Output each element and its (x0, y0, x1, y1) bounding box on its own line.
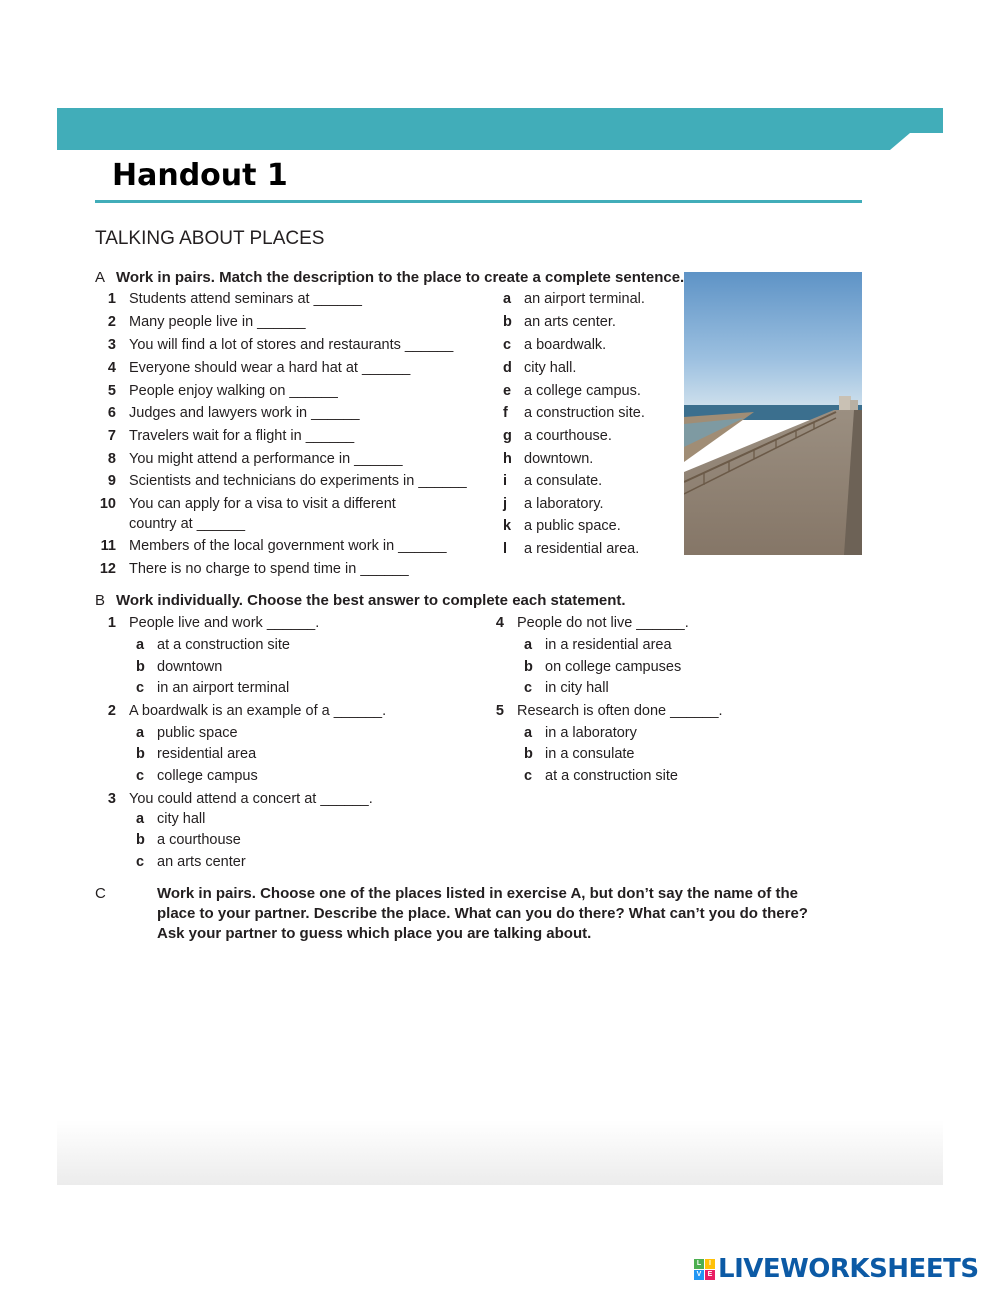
boardwalk-photo-illustration (684, 272, 862, 555)
boardwalk-photo (684, 272, 862, 555)
choice-text: in city hall (545, 680, 609, 696)
option-letter: j (503, 496, 508, 512)
exercise-letter: C (95, 885, 106, 902)
choice-text: in a residential area (545, 637, 672, 653)
option-text: a college campus. (524, 383, 641, 399)
page-bottom-shadow (57, 1120, 943, 1185)
choice-text: city hall (157, 811, 206, 827)
logo-text: LIVEWORKSHEETS (718, 1254, 979, 1284)
item-text: People enjoy walking on ______ (129, 383, 338, 399)
item-number: 3 (107, 337, 116, 353)
item-number: 8 (107, 451, 116, 467)
item-text: Many people live in ______ (129, 314, 306, 330)
choice-letter: a (524, 725, 533, 741)
option-letter: f (503, 405, 508, 421)
option-letter: e (503, 383, 512, 399)
item-text: You might attend a performance in ______ (129, 451, 403, 467)
option-text: a consulate. (524, 473, 603, 489)
logo-square: E (705, 1270, 715, 1280)
option-letter: c (503, 337, 512, 353)
item-number: 4 (107, 360, 116, 376)
option-text: an arts center. (524, 314, 616, 330)
option-text: downtown. (524, 451, 594, 467)
question-text: People live and work ______. (129, 615, 320, 631)
item-text: You will find a lot of stores and restaurants ______ (129, 337, 454, 353)
choice-text: on college campuses (545, 659, 682, 675)
choice-letter: c (524, 768, 533, 784)
header-band (57, 108, 943, 150)
choice-letter: b (136, 659, 145, 675)
option-letter: b (503, 314, 512, 330)
item-text: Scientists and technicians do experiments in ______ (129, 473, 467, 489)
exercise-a-instruction (95, 269, 684, 286)
question-text: A boardwalk is an example of a ______. (129, 703, 387, 719)
question-text: You could attend a concert at ______. (129, 791, 373, 807)
item-text: country at ______ (129, 516, 246, 532)
logo-mark (694, 1259, 715, 1280)
item-number: 11 (100, 538, 116, 554)
item-number: 1 (107, 291, 116, 307)
instruction-text: Work in pairs. Match the description to the place to create a complete sentence. (116, 269, 685, 286)
choice-text: in a consulate (545, 746, 635, 762)
choice-text: residential area (157, 746, 257, 762)
option-letter: g (503, 428, 512, 444)
exercise-letter: A (95, 269, 106, 286)
item-text: Members of the local government work in ______ (129, 538, 447, 554)
instruction-text: Work individually. Choose the best answer to complete each statement. (116, 592, 626, 609)
option-letter: i (503, 473, 508, 489)
option-text: a public space. (524, 518, 621, 534)
choice-letter: a (136, 811, 145, 827)
liveworksheets-logo[interactable] (694, 1252, 979, 1286)
choice-letter: a (136, 725, 145, 741)
instruction-text: Work in pairs. Choose one of the places listed in exercise A, but don’t say the name of the place to your partner. Describe the place. What can you do there? What can’t you do there? Ask your partner to guess which place you are talking about. (157, 885, 808, 942)
option-letter: a (503, 291, 512, 307)
item-text: You can apply for a visa to visit a different (129, 496, 396, 512)
choice-letter: c (136, 680, 145, 696)
choice-letter: c (136, 768, 145, 784)
question-number: 1 (107, 615, 116, 631)
option-letter: h (503, 451, 512, 467)
choice-letter: b (136, 832, 145, 848)
exercise-b-instruction (95, 592, 626, 609)
item-number: 6 (107, 405, 116, 421)
item-text: Everyone should wear a hard hat at ______ (129, 360, 411, 376)
item-number: 9 (107, 473, 116, 489)
choice-text: in an airport terminal (157, 680, 290, 696)
choice-text: in a laboratory (545, 725, 637, 741)
option-text: city hall. (524, 360, 577, 376)
question-number: 4 (495, 615, 504, 631)
logo-square: L (694, 1259, 704, 1269)
question-text: Research is often done ______. (517, 703, 723, 719)
logo-square: V (694, 1270, 704, 1280)
title-divider (95, 200, 862, 203)
question-number: 2 (107, 703, 116, 719)
item-number: 10 (99, 496, 116, 512)
section-title: TALKING ABOUT PLACES (95, 228, 325, 249)
choice-text: public space (157, 725, 238, 741)
choice-text: college campus (157, 768, 258, 784)
option-text: a construction site. (524, 405, 645, 421)
option-text: a laboratory. (524, 496, 604, 512)
item-number: 2 (107, 314, 116, 330)
item-text: Travelers wait for a flight in ______ (129, 428, 355, 444)
item-text: Judges and lawyers work in ______ (129, 405, 360, 421)
choice-text: at a construction site (545, 768, 678, 784)
choice-text: downtown (157, 659, 223, 675)
choice-letter: b (136, 746, 145, 762)
choice-text: a courthouse (157, 832, 241, 848)
question-number: 3 (107, 791, 116, 807)
question-number: 5 (495, 703, 504, 719)
choice-letter: b (524, 659, 533, 675)
option-letter: k (503, 518, 512, 534)
option-letter: d (503, 360, 512, 376)
choice-letter: a (136, 637, 145, 653)
page-title: Handout 1 (112, 158, 288, 193)
item-text: Students attend seminars at ______ (129, 291, 362, 307)
option-text: a boardwalk. (524, 337, 607, 353)
choice-text: an arts center (157, 854, 246, 870)
option-text: a courthouse. (524, 428, 612, 444)
option-letter: l (503, 541, 508, 557)
logo-square: I (705, 1259, 715, 1269)
option-text: an airport terminal. (524, 291, 645, 307)
choice-letter: b (524, 746, 533, 762)
choice-letter: a (524, 637, 533, 653)
choice-letter: c (524, 680, 533, 696)
item-number: 5 (107, 383, 116, 399)
choice-letter: c (136, 854, 145, 870)
item-number: 7 (107, 428, 116, 444)
item-text: There is no charge to spend time in ______ (129, 561, 409, 577)
option-text: a residential area. (524, 541, 640, 557)
exercise-letter: B (95, 592, 106, 609)
choice-text: at a construction site (157, 637, 290, 653)
question-text: People do not live ______. (517, 615, 689, 631)
item-number: 12 (99, 561, 116, 577)
